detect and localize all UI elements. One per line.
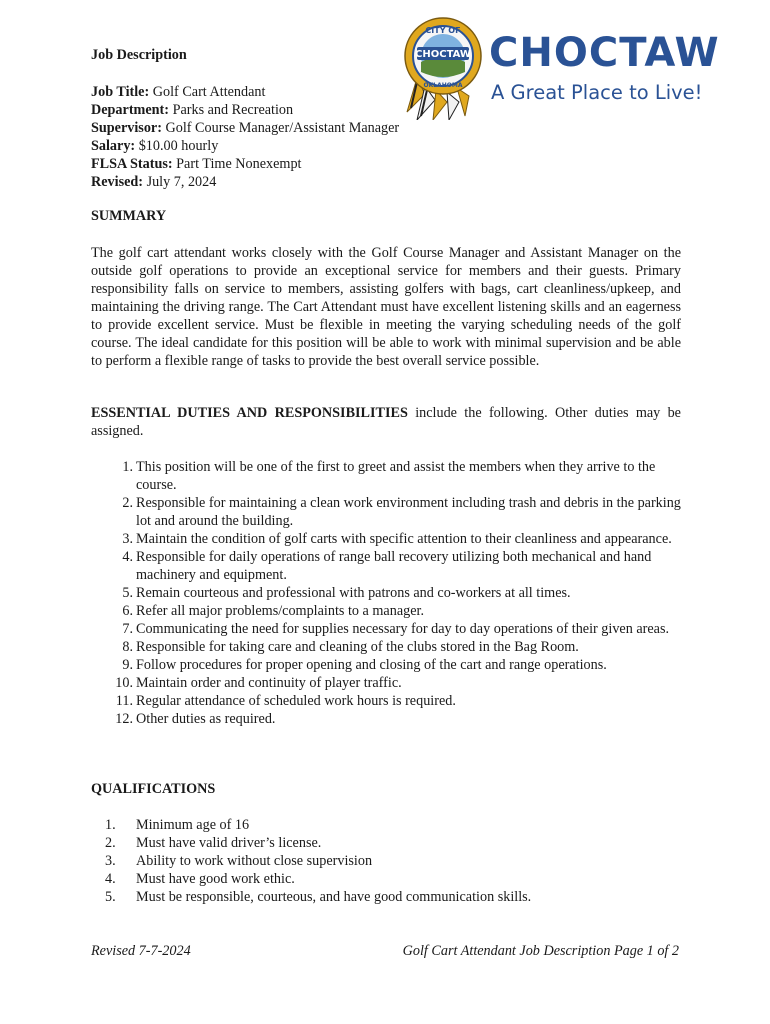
duty-item [91, 638, 681, 656]
meta-flsa-status: FLSA Status: Part Time Nonexempt [91, 156, 302, 172]
meta-revised: Revised: July 7, 2024 [91, 174, 217, 190]
list-item-number: 5. [105, 889, 116, 905]
list-item-text: Responsible for daily operations of range ball recovery utilizing both mechanical and hand machinery and equipment. [136, 549, 652, 583]
summary-text: The golf cart attendant works closely with the Golf Course Manager and Assistant Manager on the outside golf operations to provide an exceptional service for members and their guests. Primary responsibility falls on service to members, assisting golfers with bags, cart cleanliness/upkeep, and maintaining the driving range. The Cart Attendant must have excellent listening skills and an eagerness to provide excellent service. Must be flexible in meeting the varying scheduling needs of the golf course. The ideal candidate for this position will be able to work with minimal supervision and be able to perform a flexible range of tasks to provide the best overall service possible. [91, 245, 681, 369]
list-item-number: 1. [122, 459, 133, 475]
list-item-number: 7. [122, 621, 133, 637]
meta-salary: Salary: $10.00 hourly [91, 138, 219, 154]
list-item-number: 3. [122, 531, 133, 547]
list-item-text: Maintain order and continuity of player traffic. [136, 675, 402, 691]
duty-item [91, 692, 681, 710]
qualification-item [91, 834, 681, 852]
svg-text:CHOCTAW: CHOCTAW [415, 49, 471, 60]
doc-label: Job Description [91, 47, 187, 63]
city-logo [403, 16, 723, 120]
meta-job-title: Job Title: Golf Cart Attendant [91, 84, 266, 100]
duty-item [91, 530, 681, 548]
qualification-item [91, 852, 681, 870]
list-item-number: 3. [105, 853, 116, 869]
list-item-number: 1. [105, 817, 116, 833]
list-item-number: 4. [105, 871, 116, 887]
qualification-item [91, 870, 681, 888]
list-item-text: Must be responsible, courteous, and have good communication skills. [136, 889, 532, 905]
city-seal-logo [403, 16, 723, 120]
list-item-number: 10. [115, 675, 133, 691]
list-item-text: Responsible for maintaining a clean work environment including trash and debris in the parking lot and around the building. [136, 495, 681, 529]
list-item-number: 2. [105, 835, 116, 851]
list-item-text: Communicating the need for supplies necessary for day to day operations of their given areas. [136, 621, 670, 637]
list-item-text: Refer all major problems/complaints to a manager. [136, 603, 424, 619]
meta-supervisor: Supervisor: Golf Course Manager/Assistant Manager [91, 120, 400, 136]
list-item-text: Regular attendance of scheduled work hours is required. [136, 693, 456, 709]
list-item-number: 12. [115, 711, 133, 727]
list-item-number: 2. [122, 495, 133, 511]
list-item-text: Other duties as required. [136, 711, 276, 727]
list-item-text: This position will be one of the first to greet and assist the members when they arrive to the course. [136, 459, 656, 493]
summary-heading: SUMMARY [91, 208, 167, 224]
footer-revised: Revised 7-7-2024 [91, 943, 191, 959]
duties-list [91, 458, 681, 728]
duty-item [91, 548, 681, 584]
qualification-item [91, 816, 681, 834]
list-item-number: 4. [122, 549, 133, 565]
list-item-text: Follow procedures for proper opening and closing of the cart and range operations. [136, 657, 607, 673]
svg-text:CITY OF: CITY OF [425, 26, 461, 35]
list-item-number: 9. [122, 657, 133, 673]
svg-text:OKLAHOMA: OKLAHOMA [423, 82, 463, 89]
qualifications-heading: QUALIFICATIONS [91, 781, 216, 797]
footer-page-info: Golf Cart Attendant Job Description Page 1 of 2 [402, 943, 679, 959]
list-item-number: 11. [115, 693, 133, 709]
duty-item [91, 656, 681, 674]
list-item-text: Minimum age of 16 [136, 817, 250, 833]
duty-item [91, 674, 681, 692]
list-item-text: Responsible for taking care and cleaning of the clubs stored in the Bag Room. [136, 639, 579, 655]
logo-wordmark: CHOCTAW [489, 30, 720, 76]
list-item-text: Must have valid driver’s license. [136, 835, 322, 851]
duty-item [91, 620, 681, 638]
duties-intro: ESSENTIAL DUTIES AND RESPONSIBILITIES include the following. Other duties may be assigned. [91, 405, 681, 439]
duty-item [91, 584, 681, 602]
qualification-item [91, 888, 681, 906]
list-item-text: Maintain the condition of golf carts with specific attention to their cleanliness and appearance. [136, 531, 672, 547]
list-item-number: 6. [122, 603, 133, 619]
list-item-number: 5. [122, 585, 133, 601]
list-item-text: Ability to work without close supervision [136, 853, 373, 869]
meta-department: Department: Parks and Recreation [91, 102, 294, 118]
qualifications-list [91, 816, 681, 906]
list-item-number: 8. [122, 639, 133, 655]
duty-item [91, 602, 681, 620]
duty-item [91, 494, 681, 530]
list-item-text: Must have good work ethic. [136, 871, 295, 887]
logo-tagline: A Great Place to Live! [491, 81, 703, 104]
duty-item [91, 710, 681, 728]
list-item-text: Remain courteous and professional with patrons and co-workers at all times. [136, 585, 571, 601]
duty-item [91, 458, 681, 494]
